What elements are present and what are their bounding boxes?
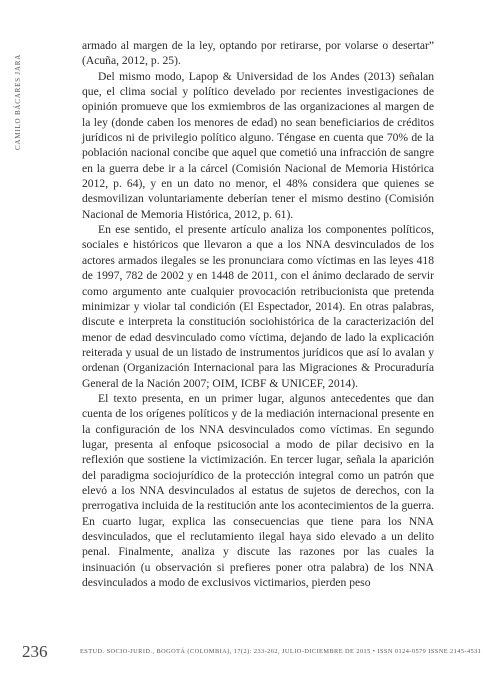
- paragraph: armado al margen de la ley, optando por retirarse, por volarse o desertar” (Acuña, 2012, p. 25).: [82, 39, 434, 68]
- running-head-author: CAMILO BÁCARES JARA: [14, 53, 22, 150]
- body-text: [82, 38, 434, 590]
- page-number: 236: [22, 642, 48, 661]
- page-footer: [22, 642, 482, 664]
- running-head: [14, 30, 30, 150]
- journal-citation: ESTUD. SOCIO-JURID., BOGOTÁ (COLOMBIA), 17(2): 233-262, JULIO-DICIEMBRE DE 2015 • ISSN 0124-0579 ISSNE 2145-4531: [80, 648, 482, 655]
- paragraph: Del mismo modo, Lapop & Universidad de los Andes (2013) señalan que, el clima social y político develado por recientes investigaciones de opinión promueve que los exmiembros de las organizaciones al margen de la ley (donde caben los menores de edad) no sean beneficiarios de créditos jurídicos ni de privilegio político alguno. Téngase en cuenta que 70% de la población nacional concibe que aquel que cometió una infracción de sangre en la guerra debe ir a la cárcel (Comisión Nacional de Memoria Histórica 2012, p. 64), y en un dato no menor, el 48% considera que quienes se desmovilizan voluntariamente deberían tener el mismo destino (Comisión Nacional de Memoria Histórica, 2012, p. 61).: [82, 69, 434, 221]
- paragraph: En ese sentido, el presente artículo analiza los componentes políticos, sociales e históricos que llevaron a que a los NNA desvinculados de los actores armados ilegales se les pronunciara como víctimas en las leyes 418 de 1997, 782 de 2002 y en 1448 de 2011, con el ánimo declarado de servir como argumento ante cualquier provocación retribucionista que pretenda minimizar y violar tal condición (El Espectador, 2014). En otras palabras, discute e interpreta la constitución sociohistórica de la caracterización del menor de edad desvinculado como víctima, dejando de lado la explicación reiterada y usual de un listado de instrumentos jurídicos que así lo avalan y ordenan (Organización Internacional para las Migraciones & Procuraduría General de la Nación 2007; OIM, ICBF & UNICEF, 2014).: [82, 223, 434, 390]
- paragraph: El texto presenta, en un primer lugar, algunos antecedentes que dan cuenta de los orígenes políticos y de la mediación internacional presente en la configuración de los NNA desvinculados como víctimas. En segundo lugar, presenta al enfoque psicosocial a modo de pilar decisivo en la reflexión que sostiene la victimización. En tercer lugar, señala la aparición del paradigma sociojurídico de la protección integral como un patrón que elevó a los NNA desvinculados al estatus de sujetos de derechos, con la prerrogativa incluida de la restitución ante los acontecimientos de la guerra. En cuarto lugar, explica las consecuencias que tiene para los NNA desvinculados, que el reclutamiento ilegal haya sido elevado a un delito penal. Finalmente, analiza y discute las razones por las cuales la insinuación (u observación si prefieres poner otra palabra) de los NNA desvinculados a modo de exclusivos victimarios, pierden peso: [82, 391, 434, 590]
